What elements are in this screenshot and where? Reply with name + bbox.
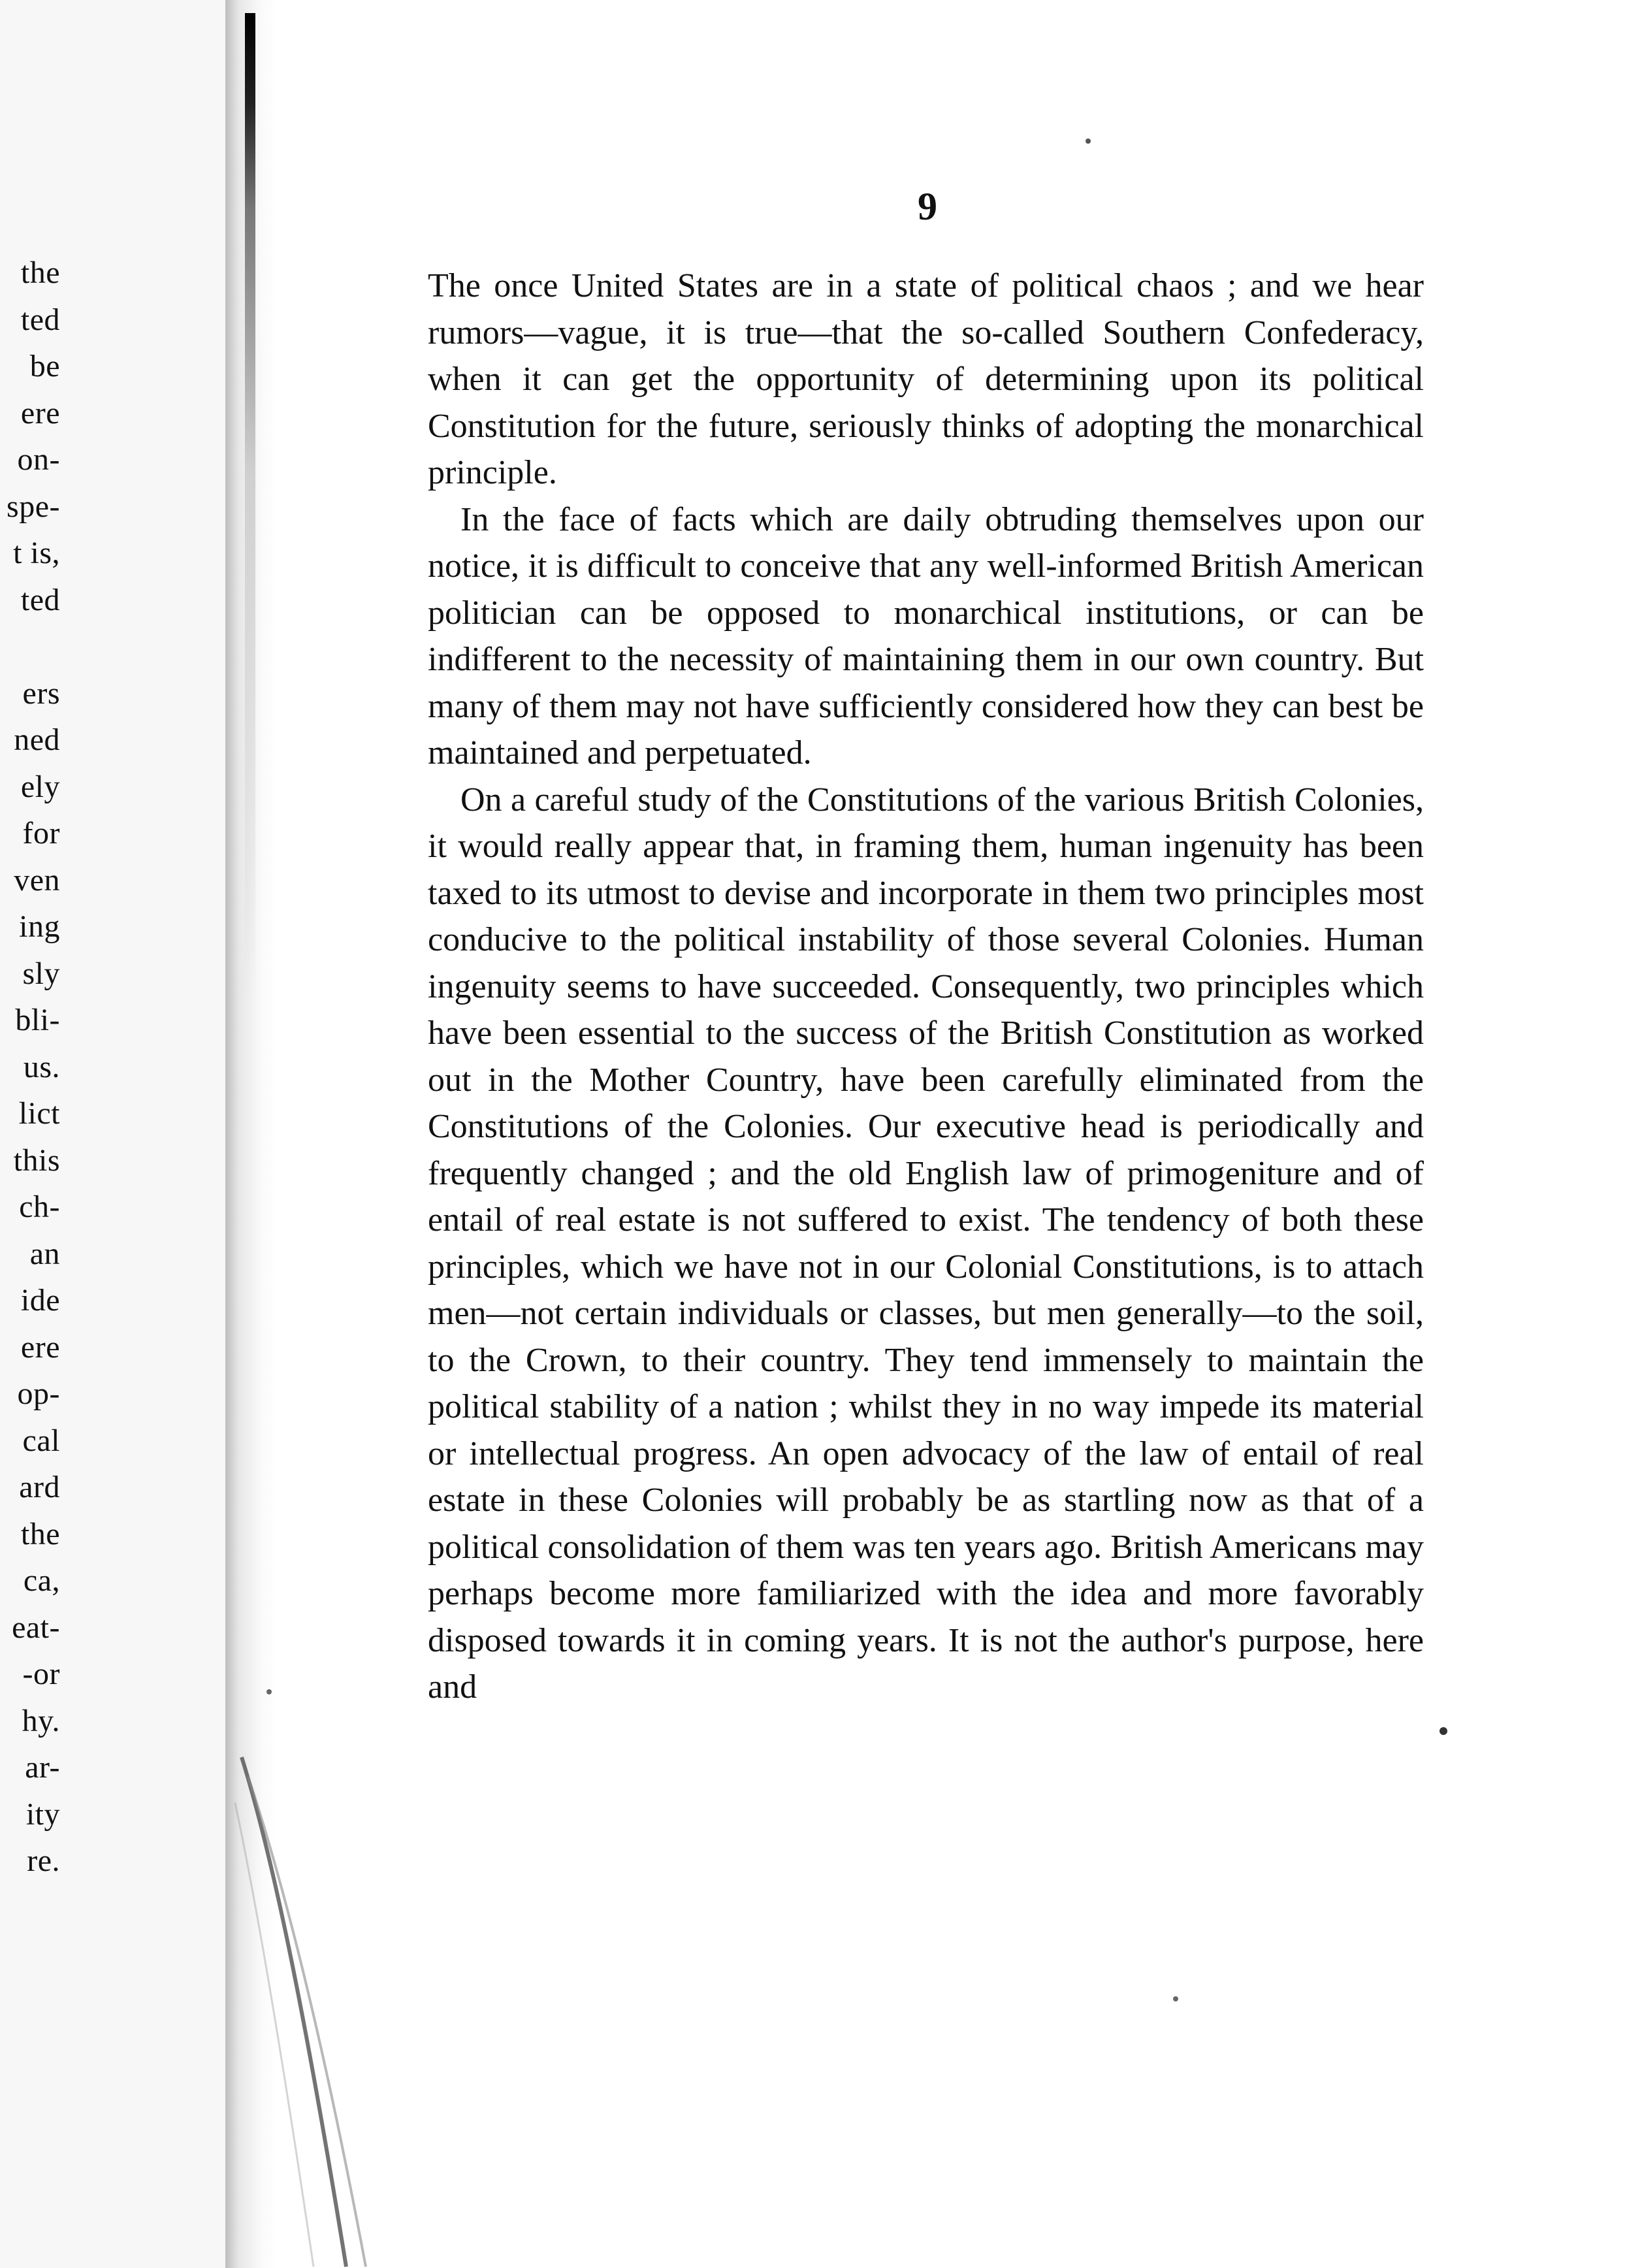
left-page-fragment: an (29, 1236, 60, 1271)
page-body-text (428, 263, 1424, 1711)
page-number: 9 (918, 185, 937, 228)
left-page-fragment: cal (22, 1423, 60, 1458)
left-page-fragment: the (20, 1516, 60, 1551)
left-page-fragment: ar- (25, 1750, 60, 1785)
left-page-text-fragments (0, 250, 60, 1885)
left-page-fragment: -or (22, 1657, 60, 1691)
left-page-fragment: ers (22, 675, 60, 711)
left-page-fragment: t is, (13, 536, 60, 570)
left-page-fragment: ted (20, 582, 60, 617)
left-page-fragment: ven (14, 862, 60, 898)
left-page-fragment (0, 623, 60, 670)
left-page-fragment: us. (23, 1049, 60, 1084)
left-page-fragment: ned (14, 722, 60, 757)
paragraph-2: In the face of facts which are daily obtruding themselves upon our notice, it is difficult to conceive that any well-informed British American politician can be opposed to monarchical institutions, or can be indifferent to the necessity of maintaining them in our own country. But many of them may not have sufficiently considered how they can best be maintained and perpetuated. (428, 500, 1424, 771)
left-page-fragment: ard (19, 1470, 60, 1504)
left-page-edge (0, 0, 225, 2268)
left-page-fragment: bli- (15, 1003, 60, 1037)
left-page-fragment: ing (19, 909, 60, 944)
paragraph-1: The once United States are in a state of political chaos ; and we hear rumors—vague, it is true—that the so-called Southern Confederacy, when it can get the opportunity of determining upon its political Constitution for the future, seriously thinks of adopting the monarchical principle. (428, 267, 1424, 491)
left-page-fragment: hy. (22, 1703, 60, 1738)
left-page-fragment: eat- (12, 1610, 60, 1645)
left-page-fragment: ch- (19, 1190, 60, 1224)
left-page-fragment: op- (17, 1376, 60, 1411)
left-page-fragment: for (22, 816, 60, 850)
left-page-fragment: re. (27, 1843, 60, 1878)
left-page-fragment: ere (20, 395, 60, 430)
left-page-fragment: ity (25, 1796, 60, 1832)
left-page-fragment: sly (22, 956, 60, 991)
left-page-fragment: be (29, 349, 60, 383)
left-page-fragment: ely (20, 769, 60, 804)
left-page-fragment: ted (20, 302, 60, 337)
binding-edge (245, 13, 255, 1973)
left-page-fragment: the (20, 255, 60, 290)
left-page-fragment: ere (20, 1329, 60, 1365)
paragraph-3: On a careful study of the Constitutions of the various British Colonies, it would really appear that, in framing them, human ingenuity has been taxed to its utmost to devise and incorporate in them two principles most conducive to the political instability of those several Colonies. Human ingenuity seems to have succeeded. Consequently, two principles which have been essential to the success of the British Constitution as worked out in the Mother Country, have been carefully eliminated from the Constitutions of the Colonies. Our executive head is periodically and frequently changed ; and the old English law of primogeniture and of entail of real estate is not suffered to exist. The tendency of both these principles, which we have not in our Colonial Constitutions, is to attach men—not certain individuals or classes, but men generally—to the soil, to the Crown, to their country. They tend immensely to maintain the political stability of a nation ; whilst they in no way impede its material or intellectual progress. An open advocacy of the law of entail of real estate in these Colonies will probably be as startling now as that of a political consolidation of them was ten years ago. British Americans may perhaps become more familiarized with the idea and more favorably disposed towards it in coming years. It is not the author's purpose, here and (428, 781, 1424, 1706)
left-page-fragment: this (13, 1142, 60, 1178)
left-page-fragment: lict (18, 1096, 60, 1131)
left-page-fragment: spe- (7, 489, 60, 524)
left-page-fragment: ca, (23, 1563, 60, 1598)
left-page-fragment: ide (20, 1283, 60, 1318)
left-page-fragment: on- (17, 442, 60, 477)
